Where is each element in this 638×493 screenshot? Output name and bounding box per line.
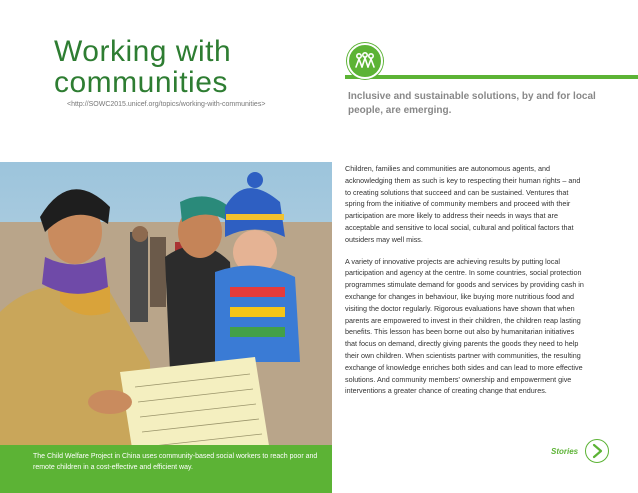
stories-button[interactable]	[585, 439, 609, 463]
community-people-icon	[347, 43, 383, 79]
page-title	[54, 36, 231, 98]
article-body	[345, 163, 585, 407]
body-paragraph: A variety of innovative projects are achieving results by putting local participation and agency at the centre. In some countries, social protection programmes stimulate demand for goods and services by providing cash in exchange for changes in behaviour, like buying more nutritious food and visiting the doctor regularly. Rigorous evaluations have shown that when parents are empowered to invest in their children, the children reap lasting benefits. This lesson has been borne out also by humanitarian initiatives that focus on demand, directly giving parents the goods they need to help their own children. When scientists partner with communities, the resulting exchange of knowledge enriches both sides and can lead to more effective solutions. And community members' ownership and empowerment give interventions a greater chance of creating change that endures.	[345, 256, 584, 396]
topic-url[interactable]: <http://SOWC2015.unicef.org/topics/working-with-communities>	[67, 101, 266, 108]
stories-link-label[interactable]: Stories	[551, 447, 579, 456]
section-subtitle: Inclusive and sustainable solutions, by and for local people, are emerging.	[348, 91, 596, 116]
section-divider	[345, 75, 638, 79]
community-people-icon-graphic	[349, 45, 381, 77]
photo-caption: The Child Welfare Project in China uses community-based social workers to reach poor and remote children in a cost-effective and efficient way.	[33, 453, 318, 471]
chevron-right-icon	[586, 440, 608, 462]
photo-illustration	[0, 162, 332, 493]
page-title-line-1: Working with	[54, 35, 232, 68]
body-paragraph: Children, families and communities are autonomous agents, and acknowledging them as such is key to respecting their human rights – and to creating solutions that succeed and can be sustained. Ventures that spring from the initiative of community members and proceed with their participation are more likely to address their needs in ways that are acceptable and sensitive to local social, cultural and political factors that outsiders may well miss.	[345, 164, 581, 244]
community-photo	[0, 162, 332, 493]
page-title-line-2: communities	[54, 66, 228, 99]
